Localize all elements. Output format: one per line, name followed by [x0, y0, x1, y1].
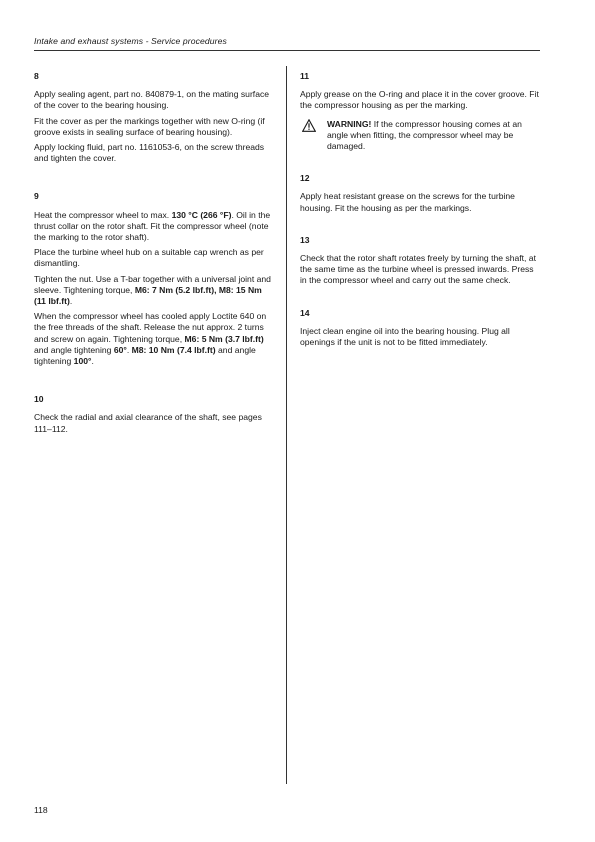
step-number: 11 — [300, 71, 310, 81]
step-number: 9 — [34, 191, 39, 202]
temperature-value: 130 °C (266 °F) — [171, 209, 232, 220]
torque-value: M6: 7 Nm (5.2 lbf.ft), M8: 15 Nm (11 lbf.ft) — [34, 284, 262, 307]
text: Heat the compressor wheel to max. — [34, 209, 172, 220]
page-number: 118 — [34, 805, 48, 815]
step-9 — [34, 191, 272, 367]
text: When the compressor wheel has cooled apply Loctite 640 on the free threads of the shaft. Release the nut approx. 2 turns and screw on again. Tightening torque, — [34, 311, 267, 344]
step-paragraph: Fit the cover as per the markings together with new O-ring (if groove exists in sealing surface of bearing housing). — [34, 115, 265, 137]
text: . Oil in the thrust collar on the rotor shaft. Fit the compressor wheel (note the marking to the rotor shaft). — [34, 209, 271, 243]
step-10 — [34, 394, 272, 435]
step-14 — [300, 308, 540, 349]
step-paragraph: Apply grease on the O-ring and place it in the cover groove. Fit the compressor housing as per the marking. — [300, 89, 539, 111]
text: . — [91, 356, 94, 367]
angle-value: 100° — [73, 356, 92, 367]
torque-value: M8: 10 Nm (7.4 lbf.ft) — [131, 344, 216, 355]
angle-value: 60° — [113, 344, 127, 355]
step-paragraph — [34, 210, 272, 244]
text: and angle tightening — [34, 344, 256, 367]
step-12 — [300, 173, 540, 214]
text: . — [69, 296, 73, 307]
warning-note — [300, 119, 540, 153]
step-number: 8 — [34, 71, 39, 81]
step-paragraph: Place the turbine wheel hub on a suitable cap wrench as per dismantling. — [34, 247, 264, 269]
text: . — [126, 344, 132, 355]
step-paragraph: Apply heat resistant grease on the screws for the turbine housing. Fit the housing as per the markings. — [300, 191, 515, 213]
text: and angle tightening — [34, 344, 114, 355]
step-paragraph: Check that the rotor shaft rotates freely by turning the shaft, at the same time as the turbine wheel is pressed inwards. Press in the compressor wheel and carry out the same check. — [300, 253, 536, 286]
step-paragraph: Apply locking fluid, part no. 1161053-6, on the screw threads and tighten the cover. — [34, 142, 265, 164]
step-paragraph: Check the radial and axial clearance of the shaft, see pages 111–112. — [34, 412, 262, 434]
running-header: Intake and exhaust systems - Service procedures — [34, 36, 227, 46]
left-column — [34, 71, 272, 439]
warning-triangle-icon — [302, 119, 316, 132]
column-divider — [286, 66, 287, 784]
step-number: 13 — [300, 234, 310, 245]
step-paragraph: Inject clean engine oil into the bearing housing. Plug all openings if the unit is not to be fitted immediately. — [300, 325, 510, 348]
step-paragraph — [34, 274, 272, 308]
warning-text: If the compressor housing comes at an angle when fitting, the compressor wheel may be damaged. — [327, 118, 522, 152]
warning-label: WARNING! — [327, 118, 372, 129]
step-number: 12 — [300, 173, 310, 184]
step-11 — [300, 71, 540, 152]
step-13 — [300, 235, 540, 287]
step-number: 14 — [300, 307, 310, 318]
step-paragraph: Apply sealing agent, part no. 840879-1, on the mating surface of the cover to the bearing housing. — [34, 89, 270, 111]
text: Tighten the nut. Use a T-bar together with a universal joint and sleeve. Tightening torque, — [34, 273, 271, 295]
header-rule — [34, 50, 540, 51]
right-column — [300, 71, 540, 352]
step-paragraph — [34, 311, 272, 367]
torque-value: M6: 5 Nm (3.7 lbf.ft) — [184, 333, 264, 344]
step-8 — [34, 71, 272, 164]
step-number: 10 — [34, 394, 44, 405]
